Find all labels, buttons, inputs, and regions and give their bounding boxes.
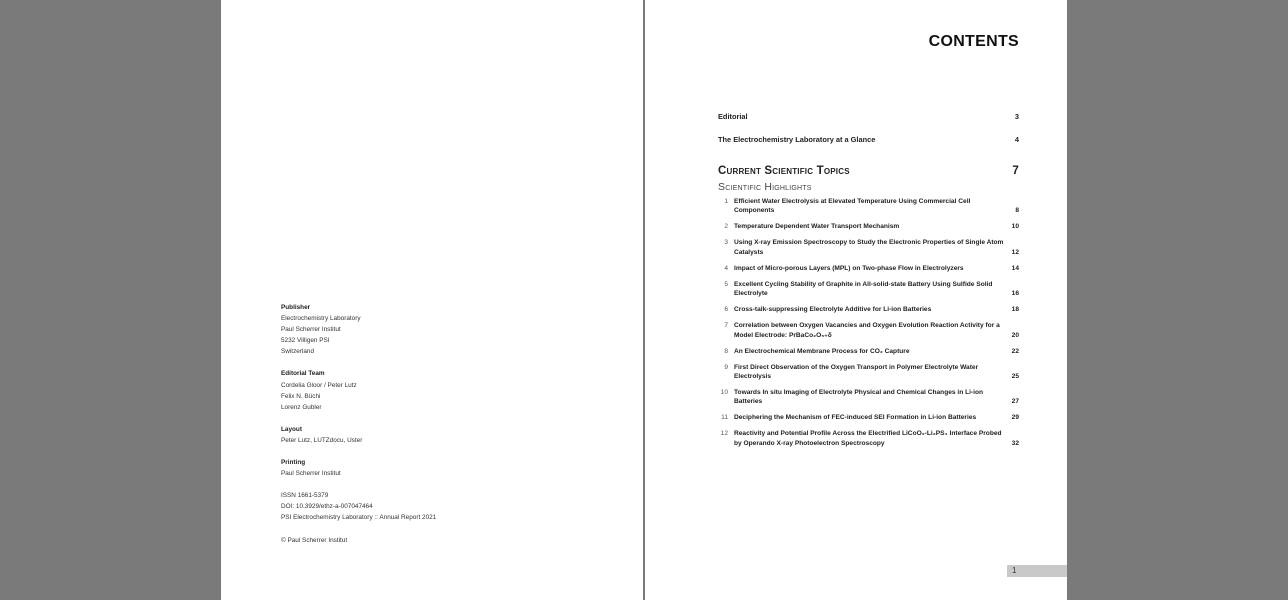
toc-item-page: 18 bbox=[1011, 306, 1019, 314]
toc-item[interactable] bbox=[718, 305, 1019, 314]
toc-entry-label: Editorial bbox=[718, 112, 748, 121]
toc-item-title: Excellent Cycling Stability of Graphite in All-solid-state Battery Using Sulfide Solid Electrolyte bbox=[734, 280, 993, 298]
publisher-line: 5232 Villigen PSI bbox=[281, 337, 330, 345]
toc-item[interactable] bbox=[718, 413, 1019, 422]
toc-item[interactable] bbox=[718, 222, 1019, 231]
toc-entry-page: 3 bbox=[1014, 112, 1019, 121]
editorial-team-line: Felix N. Büchi bbox=[281, 392, 321, 400]
toc-entry-label: The Electrochemistry Laboratory at a Glance bbox=[718, 135, 876, 144]
toc-item-page: 27 bbox=[1011, 398, 1019, 406]
copyright: © Paul Scherrer Institut bbox=[281, 536, 348, 544]
toc-item-index: 9 bbox=[724, 363, 728, 371]
toc-item-page: 20 bbox=[1011, 331, 1019, 339]
editorial-team-heading: Editorial Team bbox=[281, 370, 325, 378]
toc-item-title: Temperature Dependent Water Transport Mechanism bbox=[734, 223, 900, 231]
editorial-team-block bbox=[281, 368, 436, 412]
section-subtitle: Scientific Highlights bbox=[718, 181, 812, 193]
layout-heading: Layout bbox=[281, 425, 302, 433]
right-page bbox=[645, 0, 1067, 600]
toc-item-title: Using X-ray Emission Spectroscopy to Study the Electronic Properties of Single Atom Catalysts bbox=[734, 239, 1004, 256]
publisher-line: Paul Scherrer Institut bbox=[281, 326, 341, 334]
toc-item-index: 7 bbox=[724, 322, 728, 330]
toc-item-title: Deciphering the Mechanism of FEC-induced SEI Formation in Li-ion Batteries bbox=[734, 414, 977, 422]
toc-item-index: 4 bbox=[724, 264, 728, 272]
doi: DOI: 10.3929/ethz-a-007047464 bbox=[281, 503, 373, 511]
toc-item-title: Cross-talk-suppressing Electrolyte Additive for Li-ion Batteries bbox=[734, 306, 932, 314]
toc-item[interactable] bbox=[718, 429, 1019, 448]
toc-item-index: 12 bbox=[720, 430, 728, 438]
publisher-line: Electrochemistry Laboratory bbox=[281, 315, 361, 323]
toc-item-index: 10 bbox=[720, 389, 728, 397]
section-title-page: 7 bbox=[1012, 165, 1019, 177]
publisher-heading: Publisher bbox=[281, 304, 311, 311]
layout-line: Peter Lutz, LUTZdocu, Uster bbox=[281, 436, 363, 444]
report-title: PSI Electrochemistry Laboratory :: Annual Report 2021 bbox=[281, 514, 437, 522]
toc-item[interactable] bbox=[718, 264, 1019, 273]
toc-item-index: 8 bbox=[724, 347, 728, 355]
toc-item-page: 10 bbox=[1011, 223, 1019, 231]
issn: ISSN 1661-5379 bbox=[281, 492, 329, 500]
page-number: 1 bbox=[1012, 566, 1017, 575]
toc-item-title: Impact of Micro-porous Layers (MPL) on Two-phase Flow in Electrolyzers bbox=[734, 264, 964, 272]
toc-entry-page: 4 bbox=[1014, 135, 1019, 144]
imprint bbox=[281, 302, 436, 546]
publisher-block bbox=[281, 302, 436, 357]
toc-item-title: Towards In situ Imaging of Electrolyte Physical and Chemical Changes in Li-ion Batteries bbox=[734, 389, 984, 406]
page-number-bar bbox=[1007, 565, 1067, 577]
toc-item[interactable] bbox=[718, 280, 1019, 299]
toc-entry-editorial[interactable] bbox=[718, 112, 1019, 121]
toc-item[interactable] bbox=[718, 363, 1019, 382]
toc-item-title: Efficient Water Electrolysis at Elevated Temperature Using Commercial Cell Components bbox=[734, 198, 971, 215]
toc-item-index: 5 bbox=[724, 280, 728, 288]
toc-item-index: 11 bbox=[721, 414, 728, 422]
toc-item-page: 25 bbox=[1011, 373, 1019, 381]
printing-heading: Printing bbox=[281, 459, 306, 467]
toc-item[interactable] bbox=[718, 388, 1019, 407]
section-title[interactable] bbox=[718, 165, 1019, 177]
toc-list bbox=[718, 197, 1019, 455]
toc-item-index: 1 bbox=[724, 198, 728, 205]
toc-item-title: An Electrochemical Membrane Process for CO₂ Capture bbox=[734, 347, 910, 355]
toc-item[interactable] bbox=[718, 347, 1019, 356]
toc-item[interactable] bbox=[718, 197, 1019, 216]
printing-block bbox=[281, 457, 436, 479]
identifiers-block bbox=[281, 490, 436, 523]
printing-line: Paul Scherrer Institut bbox=[281, 470, 341, 478]
publisher-line: Switzerland bbox=[281, 348, 315, 356]
toc-item-page: 22 bbox=[1011, 347, 1019, 355]
section-title-label: Current Scientific Topics bbox=[718, 165, 850, 177]
toc-item[interactable] bbox=[718, 238, 1019, 257]
toc-item-page: 8 bbox=[1015, 207, 1019, 215]
editorial-team-line: Cordelia Gloor / Peter Lutz bbox=[281, 381, 357, 389]
toc-item-index: 2 bbox=[724, 223, 728, 231]
toc-item-page: 12 bbox=[1011, 248, 1019, 256]
editorial-team-line: Lorenz Gubler bbox=[281, 403, 322, 411]
toc-item[interactable] bbox=[718, 321, 1019, 340]
toc-item-page: 29 bbox=[1011, 414, 1019, 422]
toc-item-index: 3 bbox=[724, 239, 728, 247]
toc-entry-glance[interactable] bbox=[718, 135, 1019, 144]
toc-item-title: Correlation between Oxygen Vacancies and Oxygen Evolution Reaction Activity for a Model Electrode: PrBaCo₂O₅₊δ bbox=[734, 322, 1000, 339]
toc-item-title: First Direct Observation of the Oxygen Transport in Polymer Electrolyte Water Electrolysis bbox=[734, 363, 979, 381]
toc-item-page: 16 bbox=[1011, 290, 1019, 298]
toc-item-page: 14 bbox=[1011, 264, 1019, 272]
toc-item-title: Reactivity and Potential Profile Across the Electrified LiCoO₂-Li₃PS₄ Interface Probed by Operando X-ray Photoelectron Spectroscopy bbox=[734, 430, 1002, 447]
toc-item-index: 6 bbox=[724, 306, 728, 314]
layout-block bbox=[281, 424, 436, 446]
left-page bbox=[221, 0, 643, 600]
contents-title: CONTENTS bbox=[928, 33, 1019, 50]
toc-item-page: 32 bbox=[1011, 439, 1019, 447]
